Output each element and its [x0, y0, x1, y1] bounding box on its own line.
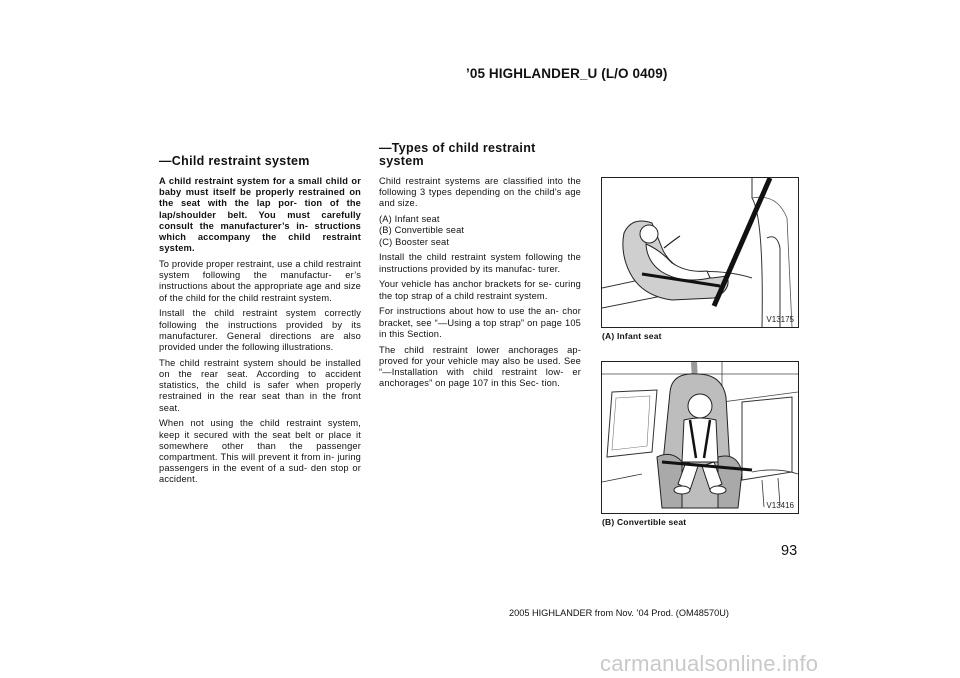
section-heading-child-restraint: —Child restraint system: [159, 154, 310, 168]
figure-code: V13416: [766, 501, 794, 510]
list-item: (B) Convertible seat: [379, 225, 465, 236]
middle-column: [379, 176, 581, 394]
document-header: ’05 HIGHLANDER_U (L/O 0409): [466, 66, 668, 81]
watermark: carmanualsonline.info: [600, 651, 819, 676]
body-paragraph: The child restraint system should be installed on the rear seat. According to accident statistics, the child is safer when properly restrained in the rear seat than in the front seat.: [159, 357, 361, 413]
footer: 2005 HIGHLANDER from Nov. ’04 Prod. (OM48570U): [509, 608, 729, 618]
warning-paragraph: A child restraint system for a small child or baby must itself be properly restrained on the seat with the lap por- tion of the lap/shoulder belt. You must carefully consult the manufacturer’s in- structions which accompany the child restraint system.: [159, 176, 361, 254]
body-paragraph: Install the child restraint system correctly following the instructions provided by its manufacturer. General directions are also provided under the following illustrations.: [159, 308, 361, 353]
section-heading-types: [379, 142, 536, 168]
list-item: (C) Booster seat: [379, 236, 450, 247]
body-paragraph: To provide proper restraint, use a child restraint system following the manufactur- er’s instructions about the appropriate age and size of the child for the child restraint system.: [159, 259, 361, 303]
types-list: [379, 214, 581, 248]
convertible-seat-illustration: [601, 361, 799, 514]
body-paragraph: For instructions about how to use the an- chor bracket, see “—Using a top strap” on page 105 in this Section.: [379, 306, 581, 339]
heading-line: —Types of child restraint: [379, 141, 536, 155]
infant-seat-illustration: [601, 177, 799, 328]
figure-caption: (A) Infant seat: [602, 331, 662, 341]
body-paragraph: When not using the child restraint system, keep it secured with the seat belt or place it somewhere other than the passenger compartment. This will prevent it from in- juring passengers in the event of a sud- den stop or accident.: [159, 418, 361, 485]
left-column: [159, 176, 361, 490]
body-paragraph: Your vehicle has anchor brackets for se- curing the top strap of a child restraint system.: [379, 279, 581, 301]
page-number: 93: [781, 543, 798, 559]
heading-line: system: [379, 154, 424, 168]
list-item: (A) Infant seat: [379, 214, 440, 225]
figure-caption: (B) Convertible seat: [602, 517, 687, 527]
body-paragraph: Install the child restraint system following the instructions provided by its manufac- turer.: [379, 252, 581, 274]
body-paragraph: The child restraint lower anchorages ap- proved for your vehicle may also be used. See “—Installation with child restraint low- er anchorages” on page 107 in this Sec- tion.: [379, 344, 581, 389]
intro-paragraph: Child restraint systems are classified into the following 3 types depending on the child’s age and size.: [379, 176, 581, 209]
figure-code: V13175: [766, 315, 794, 324]
